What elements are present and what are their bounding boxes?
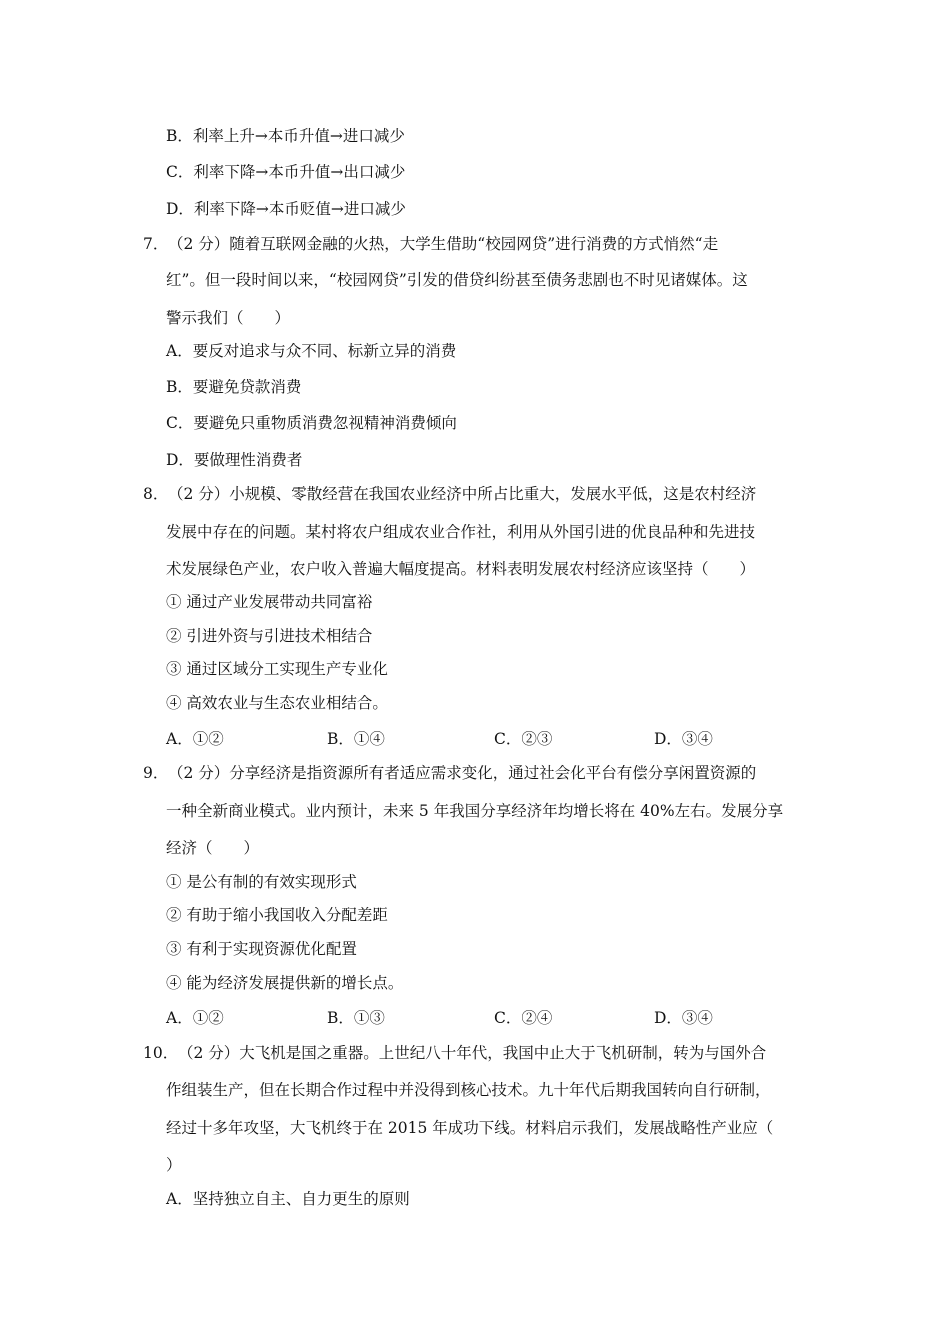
question-10-line-4: ） bbox=[166, 1156, 182, 1174]
question-7-line-1: （2 分）随着互联网金融的火热，大学生借助“校园网贷”进行消费的方式悄然“走 bbox=[168, 235, 719, 253]
question-8-number: 8． bbox=[143, 485, 169, 503]
question-7-option-c: C．要避免只重物质消费忽视精神消费倾向 bbox=[166, 414, 457, 432]
question-9-statement-3: ③ 有利于实现资源优化配置 bbox=[166, 940, 357, 958]
question-8-statement-2: ② 引进外资与引进技术相结合 bbox=[166, 627, 373, 645]
question-8-choice-b: B．①④ bbox=[327, 730, 385, 748]
question-9-line-2: 一种全新商业模式。业内预计，未来 5 年我国分享经济年均增长将在 40%左右。发展分享 bbox=[166, 802, 784, 820]
question-9-line-1: （2 分）分享经济是指资源所有者适应需求变化，通过社会化平台有偿分享闲置资源的 bbox=[168, 764, 757, 782]
question-8-statement-1: ① 通过产业发展带动共同富裕 bbox=[166, 593, 373, 611]
question-7-line-3: 警示我们（ ） bbox=[166, 309, 291, 327]
question-9-choice-c: C．②④ bbox=[494, 1009, 553, 1027]
question-10-line-1: （2 分）大飞机是国之重器。上世纪八十年代，我国中止大于飞机研制，转为与国外合 bbox=[178, 1044, 767, 1062]
option-b: B．利率上升→本币升值→进口减少 bbox=[166, 127, 405, 145]
question-7-line-2: 红”。但一段时间以来，“校园网贷”引发的借贷纠纷甚至债务悲剧也不时见诸媒体。这 bbox=[166, 271, 748, 289]
question-8-line-2: 发展中存在的问题。某村将农户组成农业合作社，利用从外国引进的优良品种和先进技 bbox=[166, 523, 756, 541]
question-7-option-a: A．要反对追求与众不同、标新立异的消费 bbox=[166, 342, 457, 360]
question-9-number: 9． bbox=[143, 764, 169, 782]
question-8-statement-4: ④ 高效农业与生态农业相结合。 bbox=[166, 694, 388, 712]
question-8-line-1: （2 分）小规模、零散经营在我国农业经济中所占比重大，发展水平低，这是农村经济 bbox=[168, 485, 757, 503]
question-9-statement-1: ① 是公有制的有效实现形式 bbox=[166, 873, 357, 891]
question-10-number: 10． bbox=[143, 1044, 179, 1062]
question-10-line-2: 作组装生产，但在长期合作过程中并没得到核心技术。九十年代后期我国转向自行研制， bbox=[166, 1081, 771, 1099]
question-9-choice-a: A．①② bbox=[166, 1009, 224, 1027]
question-9-choice-d: D．③④ bbox=[654, 1009, 713, 1027]
question-8-statement-3: ③ 通过区域分工实现生产专业化 bbox=[166, 660, 388, 678]
question-7-option-d: D．要做理性消费者 bbox=[166, 451, 303, 469]
question-10-option-a: A．坚持独立自主、自力更生的原则 bbox=[166, 1190, 410, 1208]
question-8-choice-d: D．③④ bbox=[654, 730, 713, 748]
question-9-line-3: 经济（ ） bbox=[166, 839, 260, 857]
question-7-option-b: B．要避免贷款消费 bbox=[166, 378, 302, 396]
question-9-choice-b: B．①③ bbox=[327, 1009, 385, 1027]
option-d: D．利率下降→本币贬值→进口减少 bbox=[166, 200, 406, 218]
question-8-choice-a: A．①② bbox=[166, 730, 224, 748]
question-7-number: 7． bbox=[143, 235, 169, 253]
question-10-line-3: 经过十多年攻坚，大飞机终于在 2015 年成功下线。材料启示我们，发展战略性产业应（ bbox=[166, 1119, 774, 1137]
question-9-statement-4: ④ 能为经济发展提供新的增长点。 bbox=[166, 974, 404, 992]
question-9-statement-2: ② 有助于缩小我国收入分配差距 bbox=[166, 906, 388, 924]
question-8-line-3: 术发展绿色产业，农户收入普遍大幅度提高。材料表明发展农村经济应该坚持（ ） bbox=[166, 560, 756, 578]
option-c: C．利率下降→本币升值→出口减少 bbox=[166, 163, 406, 181]
question-8-choice-c: C．②③ bbox=[494, 730, 553, 748]
